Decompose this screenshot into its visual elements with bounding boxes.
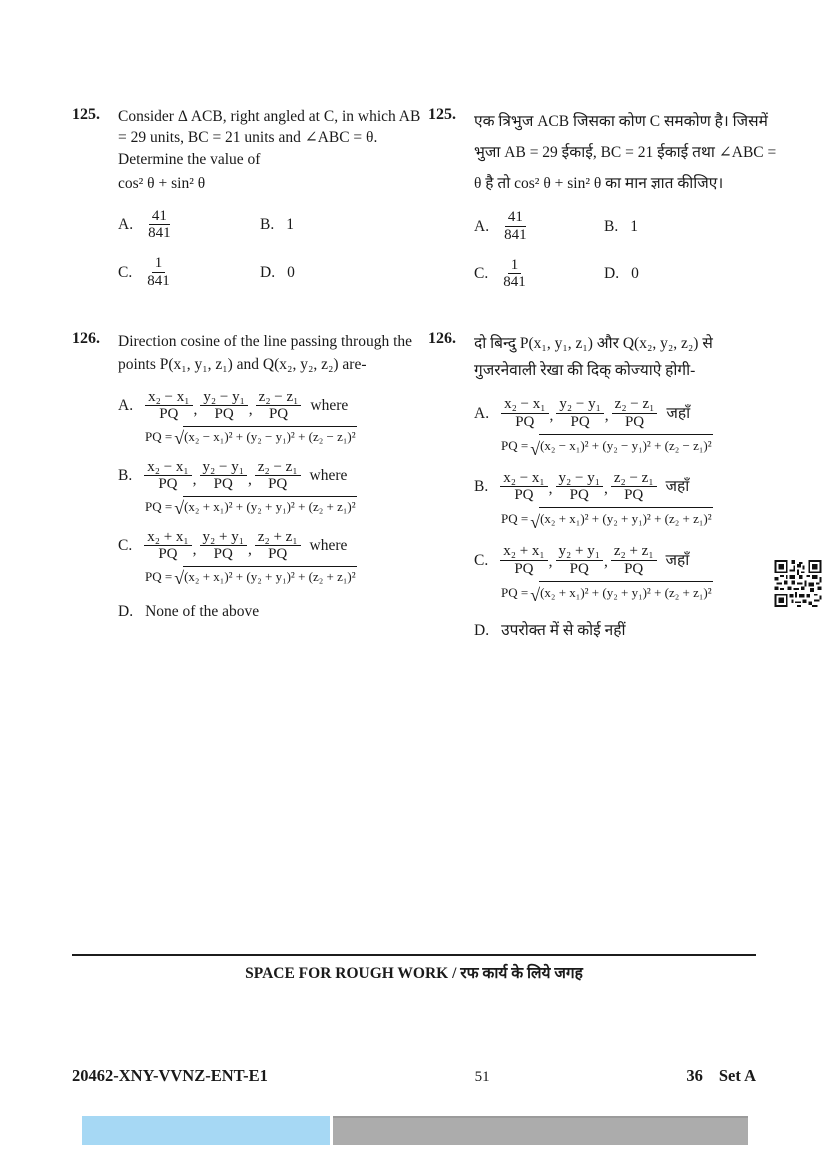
option-a: A. $\frac{\text{x₂ − x₁}}{PQ}$ , $\frac{\text{y₂ − y₁}}{PQ}$ , $\frac{\text{z₂ − z₁}}{PQ}$ where PQ = √ (x₂ − x₁)² + (y₂ − y₁)² + (z₂ − z₁)²	[118, 389, 426, 447]
option-c: C. $\frac{\text{x₂ + x₁}}{PQ}$ , $\frac{\text{y₂ + y₁}}{PQ}$ , $\frac{\text{z₂ + z₁}}{PQ}$ where PQ = √ (x₂ + x₁)² + (y₂ + y₁)² + (z₂ + z₁)²	[118, 529, 426, 587]
option-b: B. 1	[260, 216, 294, 234]
direction-cosine-fractions: $\frac{\text{x₂ + x₁}}{PQ}$ , $\frac{\text{y₂ + y₁}}{PQ}$ , $\frac{\text{z₂ + z₁}}{PQ}$	[144, 529, 300, 564]
pq-formula: PQ = √ (x₂ + x₁)² + (y₂ + y₁)² + (z₂ + z₁)²	[145, 497, 356, 518]
math-expression: cos² θ + sin² θ	[118, 175, 206, 193]
question-125-english	[72, 106, 426, 290]
option-d: D. None of the above	[118, 602, 260, 620]
question-number: 126.	[72, 330, 100, 347]
question-text: Direction cosine of the line passing through the points P(x₁, y₁, z₁) and Q(x₂, y₂, z₂) are-	[118, 333, 413, 374]
direction-cosine-fractions: $\frac{\text{x₂ − x₁}}{PQ}$ , $\frac{\text{y₂ − y₁}}{PQ}$ , $\frac{\text{z₂ − z₁}}{PQ}$	[145, 389, 301, 424]
bottom-bar-blue	[82, 1116, 330, 1145]
fraction: $\frac{1}{841}$	[147, 255, 170, 289]
option-b: B. $\frac{\text{x₂ − x₁}}{PQ}$ , $\frac{\text{y₂ − y₁}}{PQ}$ , $\frac{\text{z₂ − z₁}}{PQ}$ where PQ = √ (x₂ + x₁)² + (y₂ + y₁)² + (z₂ + z₁)²	[118, 459, 426, 517]
fraction: $\frac{41}{841}$	[504, 209, 527, 243]
direction-cosine-fractions: $\frac{\text{x₂ − x₁}}{PQ}$ , $\frac{\text{y₂ − y₁}}{PQ}$ , $\frac{\text{z₂ − z₁}}{PQ}$	[501, 396, 657, 431]
question-text: दो बिन्दु P(x₁, y₁, z₁) और Q(x₂, y₂, z₂) से गुजरनेवाली रेखा की दिक् कोज्याऐ होगी-	[474, 335, 713, 380]
option-c: C. $\frac{1}{841}$	[118, 255, 260, 290]
sqrt-icon: √	[530, 438, 541, 459]
option-c: C. $\frac{1}{841}$	[474, 257, 604, 292]
question-number: 126.	[428, 330, 456, 347]
option-d: D. 0	[604, 265, 639, 283]
qr-code-icon	[772, 560, 824, 607]
page-number: 51	[474, 1069, 490, 1085]
question-count: 36	[686, 1066, 703, 1085]
booklet-code: 20462-XNY-VVNZ-ENT-E1	[72, 1066, 268, 1085]
question-number: 125.	[72, 106, 100, 123]
pq-formula: PQ = √ (x₂ + x₁)² + (y₂ + y₁)² + (z₂ + z₁)²	[501, 581, 778, 605]
pq-formula: PQ = √ (x₂ − x₁)² + (y₂ − y₁)² + (z₂ − z₁)²	[145, 427, 356, 448]
question-text: एक त्रिभुज ACB जिसका कोण C समकोण है। जिसमें भुजा AB = 29 ईकाई, BC = 21 ईकाई तथा ∠ABC = θ है तो cos² θ + sin² θ का मान ज्ञात कीजिए।	[474, 113, 777, 192]
option-b: B. $\frac{\text{x₂ − x₁}}{PQ}$ , $\frac{\text{y₂ − y₁}}{PQ}$ , $\frac{\text{z₂ − z₁}}{PQ}$ जहाँ PQ = √ (x₂ + x₁)² + (y₂ + y₁)² + (z₂ + z₁)²	[474, 470, 778, 531]
pq-formula: PQ = √ (x₂ + x₁)² + (y₂ + y₁)² + (z₂ + z₁)²	[501, 507, 778, 531]
fraction: $\frac{1}{841}$	[503, 256, 526, 291]
direction-cosine-fractions: $\frac{\text{x₂ + x₁}}{PQ}$ , $\frac{\text{y₂ + y₁}}{PQ}$ , $\frac{\text{z₂ + z₁}}{PQ}$	[500, 543, 656, 578]
question-number: 125.	[428, 106, 456, 123]
sqrt-icon: √	[530, 585, 541, 606]
set-label: Set A	[718, 1066, 756, 1085]
option-b: B. 1	[604, 217, 638, 235]
question-126-hindi	[428, 330, 778, 644]
options-row-ab	[474, 209, 778, 244]
sqrt-icon: √	[530, 511, 541, 532]
bottom-bar-gray	[333, 1116, 748, 1145]
question-text: Consider Δ ACB, right angled at C, in which AB = 29 units, BC = 21 units and ∠ABC = θ. Determine the value of	[118, 108, 421, 168]
question-126-english	[72, 330, 426, 623]
rough-work-title: SPACE FOR ROUGH WORK / रफ कार्य के लिये जगह	[245, 965, 583, 982]
options-row-cd	[474, 257, 778, 292]
options-row-ab	[118, 208, 426, 243]
option-a: A. $\frac{41}{841}$	[474, 209, 604, 244]
sqrt-icon: √	[174, 497, 185, 518]
pq-formula: PQ = √ (x₂ − x₁)² + (y₂ − y₁)² + (z₂ − z₁)²	[501, 434, 778, 458]
option-d: D. 0	[260, 263, 295, 281]
direction-cosine-fractions: $\frac{\text{x₂ − x₁}}{PQ}$ , $\frac{\text{y₂ − y₁}}{PQ}$ , $\frac{\text{z₂ − z₁}}{PQ}$	[144, 459, 300, 494]
option-a: A. $\frac{41}{841}$	[118, 208, 260, 243]
page-footer	[72, 1066, 756, 1086]
option-a: A. $\frac{\text{x₂ − x₁}}{PQ}$ , $\frac{\text{y₂ − y₁}}{PQ}$ , $\frac{\text{z₂ − z₁}}{PQ}$ जहाँ PQ = √ (x₂ − x₁)² + (y₂ − y₁)² + (z₂ − z₁)²	[474, 396, 778, 457]
option-d: D. उपरोक्त में से कोई नहीं	[474, 622, 626, 640]
sqrt-icon: √	[174, 567, 185, 588]
rough-work-divider	[72, 954, 756, 956]
direction-cosine-fractions: $\frac{\text{x₂ − x₁}}{PQ}$ , $\frac{\text{y₂ − y₁}}{PQ}$ , $\frac{\text{z₂ − z₁}}{PQ}$	[500, 470, 656, 505]
question-125-hindi	[428, 106, 778, 291]
option-c: C. $\frac{\text{x₂ + x₁}}{PQ}$ , $\frac{\text{y₂ + y₁}}{PQ}$ , $\frac{\text{z₂ + z₁}}{PQ}$ जहाँ PQ = √ (x₂ + x₁)² + (y₂ + y₁)² + (z₂ + z₁)²	[474, 543, 778, 604]
sqrt-icon: √	[174, 427, 185, 448]
fraction: $\frac{41}{841}$	[148, 207, 171, 242]
options-row-cd	[118, 255, 426, 290]
pq-formula: PQ = √ (x₂ + x₁)² + (y₂ + y₁)² + (z₂ + z₁)²	[145, 567, 356, 588]
